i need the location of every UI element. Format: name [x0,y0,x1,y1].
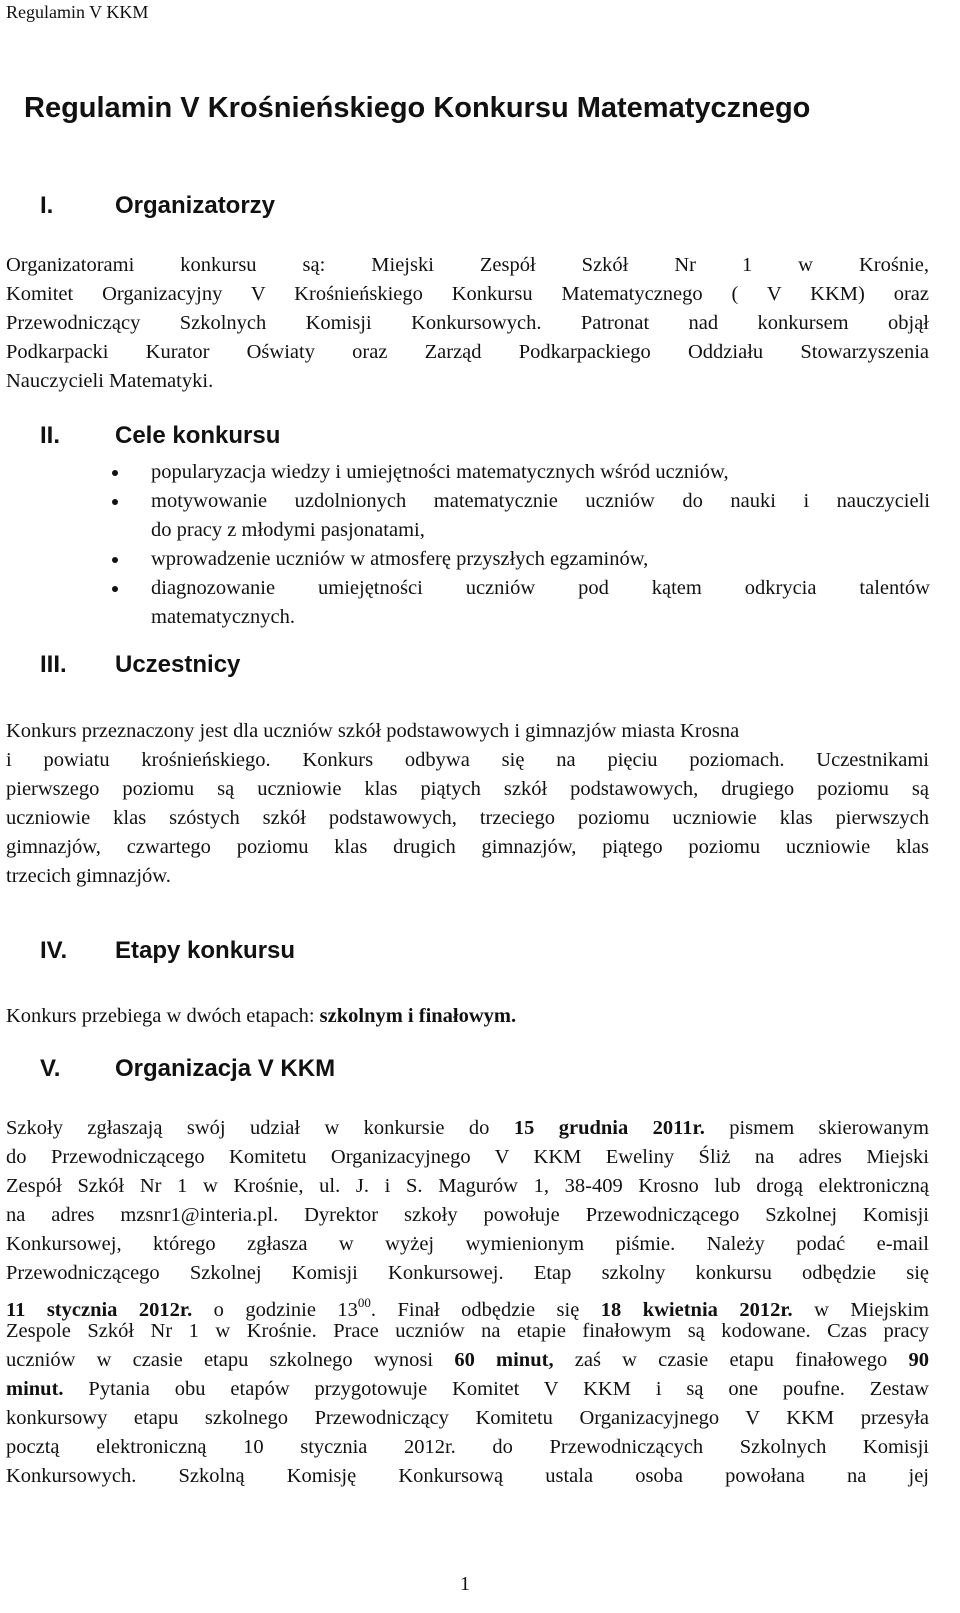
paragraph-line [6,1375,929,1404]
paragraph-line: trzecich gimnazjów. [6,865,171,887]
paragraph-line: do Przewodniczącego Komitetu Organizacyjnego V KKM Eweliny Śliż na adres Miejski [6,1146,929,1168]
paragraph-line: Przewodniczący Szkolnych Komisji Konkursowych. Patronat nad konkursem objął [6,312,929,334]
section-heading-goals [40,422,280,450]
paragraph-line: Podkarpacki Kurator Oświaty oraz Zarząd Podkarpackiego Oddziału Stowarzyszenia [6,341,929,363]
page-number: 1 [460,1573,470,1595]
paragraph-line [6,1002,929,1031]
section-heading-organizers [40,192,275,220]
section-heading-stages [40,937,295,965]
section-title: Cele konkursu [115,422,281,449]
duration-school: 60 minut, [454,1349,554,1371]
text-run: o godzinie 13 [192,1299,358,1321]
text-run: Szkoły zgłaszają swój udział w konkursie do [6,1117,514,1139]
date-school-stage: 11 stycznia 2012r. [6,1299,193,1321]
bullet-icon [112,557,118,563]
paragraph-line: i powiatu krośnieńskiego. Konkurs odbywa się na pięciu poziomach. Uczestnikami [6,749,929,771]
paragraph-line [6,1346,929,1375]
goals-list [110,458,930,632]
section-number: IV. [40,937,68,964]
paragraph-line: pocztą elektroniczną 10 stycznia 2012r. do Przewodniczących Szkolnych Komisji [6,1436,929,1458]
bullet-icon [112,499,118,505]
paragraph-line: Zespół Szkół Nr 1 w Krośnie, ul. J. i S. Magurów 1, 38-409 Krosno lub drogą elektroniczną [6,1175,929,1197]
stages-paragraph [6,1002,929,1031]
text-run: Pytania obu etapów przygotowuje Komitet V KKM i są one poufne. Zestaw [63,1378,929,1400]
bullet-icon [112,470,118,476]
paragraph-line: gimnazjów, czwartego poziomu klas drugich gimnazjów, piątego poziomu uczniowie klas [6,836,929,858]
date-final: 18 kwietnia 2012r. [600,1299,793,1321]
duration-final-unit: minut. [6,1378,64,1400]
text-run: . Finał odbędzie się [370,1299,601,1321]
duration-final: 90 [908,1349,929,1371]
organizers-paragraph [6,251,929,396]
section-title: Etapy konkursu [115,937,296,964]
list-item [110,487,930,545]
paragraph-line [6,1288,929,1321]
section-title: Organizatorzy [115,192,276,219]
section-heading-organization [40,1055,335,1083]
stages-bold-text: szkolnym i finałowym. [319,1005,517,1027]
list-item [110,458,930,487]
paragraph-line: pierwszego poziomu są uczniowie klas piątych szkół podstawowych, drugiego poziomu są [6,778,929,800]
paragraph-line: Organizatorami konkursu są: Miejski Zespół Szkół Nr 1 w Krośnie, [6,254,929,276]
list-item-text: matematycznych. [151,606,296,628]
section-heading-participants [40,651,240,679]
paragraph-line: Konkurs przeznaczony jest dla uczniów szkół podstawowych i gimnazjów miasta Krosna [6,720,740,742]
superscript: 00 [357,1295,371,1310]
list-item-text: diagnozowanie umiejętności uczniów pod kątem odkrycia talentów [151,577,930,599]
section-number: V. [40,1055,61,1082]
paragraph-line: Przewodniczącego Szkolnej Komisji Konkursowej. Etap szkolny konkursu odbędzie się [6,1262,929,1284]
paragraph-line: na adres mzsnr1@interia.pl. Dyrektor szkoły powołuje Przewodniczącego Szkolnej Komisji [6,1204,929,1226]
running-header: Regulamin V KKM [6,2,149,22]
section-number: III. [40,651,67,678]
text-run: w Miejskim [792,1299,929,1321]
text-run: uczniów w czasie etapu szkolnego wynosi [6,1349,455,1371]
section-title: Uczestnicy [115,651,241,678]
list-item [110,574,930,632]
participants-paragraph [6,717,929,891]
paragraph-line [6,1114,929,1143]
paragraph-line: uczniowie klas szóstych szkół podstawowych, trzeciego poziomu uczniowie klas pierwszych [6,807,929,829]
paragraph-line: Konkursowych. Szkolną Komisję Konkursową ustala osoba powołana na jej [6,1465,929,1487]
list-item-text: motywowanie uzdolnionych matematycznie uczniów do nauki i nauczycieli [151,490,930,512]
paragraph-line: Komitet Organizacyjny V Krośnieńskiego Konkursu Matematycznego ( V KKM) oraz [6,283,929,305]
list-item-text: wprowadzenie uczniów w atmosferę przyszłych egzaminów, [151,548,649,570]
list-item-text: popularyzacja wiedzy i umiejętności matematycznych wśród uczniów, [151,461,729,483]
paragraph-line: Zespole Szkół Nr 1 w Krośnie. Prace uczniów na etapie finałowym są kodowane. Czas pracy [6,1320,929,1342]
section-number: I. [40,192,54,219]
date-registration: 15 grudnia 2011r. [513,1117,705,1139]
text-run: pismem skierowanym [704,1117,930,1139]
list-item [110,545,930,574]
text-run: zaś w czasie etapu finałowego [553,1349,909,1371]
list-item-text: do pracy z młodymi pasjonatami, [151,519,425,541]
section-title: Organizacja V KKM [115,1055,336,1082]
document-title: Regulamin V Krośnieńskiego Konkursu Matematycznego [24,92,811,124]
stages-text: Konkurs przebiega w dwóch etapach: [6,1005,320,1027]
organization-paragraph [6,1114,929,1491]
bullet-icon [112,586,118,592]
paragraph-line: Nauczycieli Matematyki. [6,370,214,392]
paragraph-line: Konkursowej, którego zgłasza w wyżej wymienionym piśmie. Należy podać e-mail [6,1233,929,1255]
section-number: II. [40,422,61,449]
paragraph-line: konkursowy etapu szkolnego Przewodniczący Komitetu Organizacyjnego V KKM przesyła [6,1407,929,1429]
